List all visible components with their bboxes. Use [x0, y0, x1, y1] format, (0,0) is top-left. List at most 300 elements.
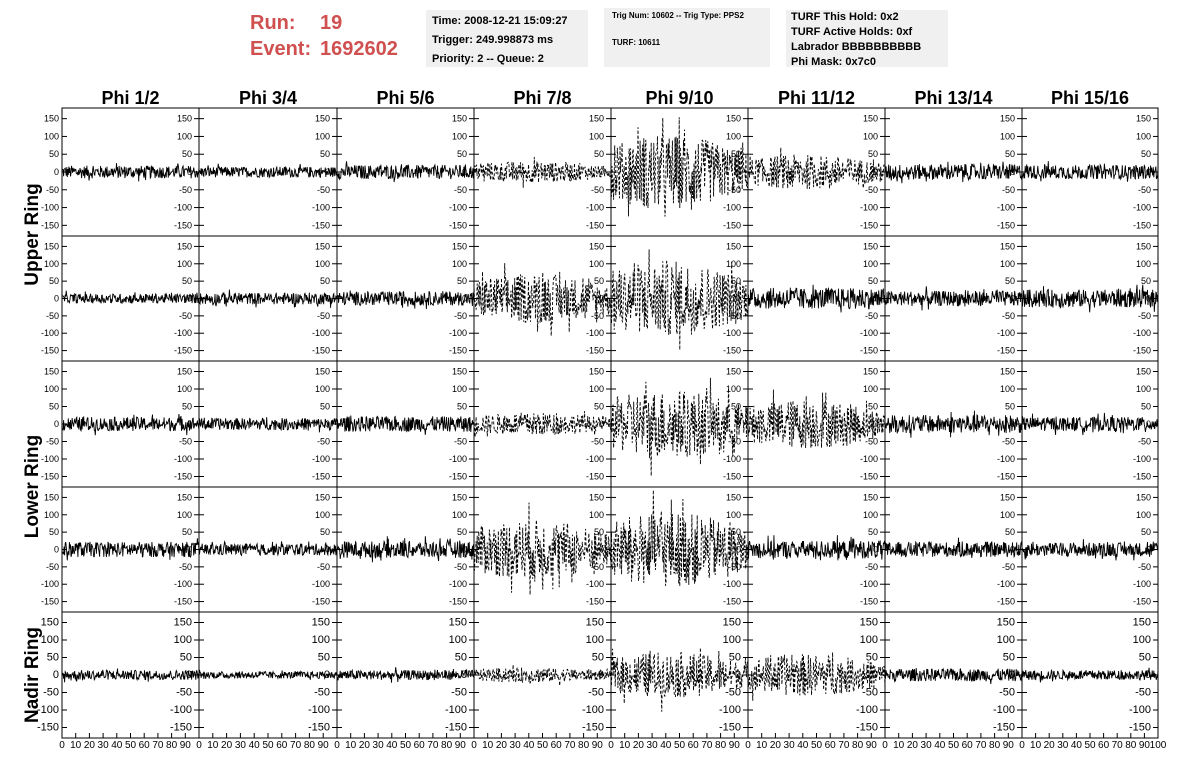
y-tick-label: 100 — [43, 258, 59, 269]
y-tick-label: 150 — [40, 616, 59, 629]
y-tick-label: 0 — [1145, 544, 1151, 555]
waveform-trace — [474, 665, 611, 686]
waveform-trace — [748, 148, 885, 190]
y-tick-label: 100 — [314, 509, 330, 520]
y-tick-label: 0 — [735, 544, 741, 555]
y-tick-label: -150 — [722, 345, 741, 356]
y-tick-label: 150 — [996, 616, 1015, 629]
y-tick-label: 50 — [1140, 276, 1151, 287]
y-tick-label: 50 — [181, 401, 192, 412]
phi-mask-line: Phi Mask: 0x7c0 — [791, 56, 876, 68]
y-tick-label: -50 — [1137, 436, 1151, 447]
y-tick-label: 0 — [734, 669, 741, 681]
x-tick-label: 0 — [59, 740, 65, 751]
x-tick-label: 30 — [97, 740, 109, 751]
x-tick-label: 40 — [1070, 740, 1082, 751]
column-header: Phi 1/2 — [101, 88, 160, 108]
y-tick-label: 50 — [867, 149, 878, 160]
y-tick-label: 50 — [1140, 149, 1151, 160]
x-tick-label: 0 — [196, 740, 202, 751]
plot-frame — [611, 487, 748, 612]
x-tick-label: 20 — [906, 740, 918, 751]
y-tick-label: -100 — [173, 202, 192, 213]
y-tick-label: 50 — [454, 651, 467, 664]
x-tick-label: 60 — [1098, 740, 1110, 751]
y-tick-label: -50 — [45, 184, 59, 195]
y-tick-label: 50 — [181, 149, 192, 160]
y-tick-label: -100 — [1132, 454, 1151, 464]
y-tick-label: 100 — [588, 131, 604, 142]
y-tick-label: 100 — [585, 634, 604, 646]
x-tick-label: 90 — [179, 740, 191, 751]
y-tick-label: -150 — [40, 345, 59, 356]
y-tick-label: 0 — [872, 293, 878, 304]
y-tick-label: 50 — [1004, 149, 1015, 160]
x-tick-label: 90 — [591, 740, 603, 751]
y-tick-label: 100 — [862, 509, 878, 520]
y-tick-label: 150 — [451, 113, 467, 124]
x-tick-label: 70 — [975, 740, 987, 751]
waveform-trace — [62, 163, 199, 181]
y-tick-label: -100 — [585, 328, 604, 339]
x-tick-label: 30 — [234, 740, 246, 751]
y-tick-label: 100 — [1135, 384, 1151, 394]
y-tick-label: 0 — [461, 293, 467, 304]
y-tick-label: -150 — [40, 471, 59, 482]
y-tick-label: -50 — [453, 184, 467, 195]
y-tick-label: 50 — [1138, 651, 1151, 664]
y-tick-label: -50 — [1137, 561, 1151, 572]
y-tick-label: -100 — [1132, 328, 1151, 339]
y-tick-label: 50 — [317, 651, 330, 664]
y-tick-label: 100 — [862, 131, 878, 142]
y-tick-label: 0 — [324, 544, 330, 555]
y-tick-label: 50 — [867, 527, 878, 538]
row-group-label: Upper Ring — [22, 183, 43, 286]
y-tick-label: -50 — [590, 310, 604, 321]
y-tick-label: 50 — [181, 276, 192, 287]
y-tick-label: -50 — [862, 686, 878, 699]
y-tick-label: 100 — [999, 509, 1015, 520]
y-tick-label: 150 — [585, 616, 604, 629]
event-label: Event: — [250, 38, 312, 60]
y-tick-label: -50 — [864, 310, 878, 321]
row-group-label: Lower Ring — [22, 434, 43, 539]
y-tick-label: -100 — [448, 328, 467, 339]
waveform-trace — [337, 161, 474, 182]
waveform-trace — [1022, 161, 1158, 182]
x-tick-label: 30 — [920, 740, 932, 751]
y-tick-label: -150 — [169, 721, 192, 734]
labrador-line: Labrador BBBBBBBBBB — [791, 41, 922, 53]
y-tick-label: 0 — [598, 293, 604, 304]
y-tick-label: 0 — [1145, 293, 1151, 304]
x-tick-label: 90 — [865, 740, 877, 751]
y-tick-label: 150 — [173, 616, 192, 629]
y-tick-label: -100 — [36, 704, 59, 716]
y-tick-label: -150 — [1128, 721, 1151, 734]
y-tick-label: 0 — [735, 167, 741, 177]
y-tick-label: -150 — [585, 220, 604, 231]
y-tick-label: -50 — [178, 561, 192, 572]
y-tick-label: 100 — [451, 258, 467, 269]
y-tick-label: 50 — [48, 276, 59, 287]
waveform-trace — [62, 669, 199, 683]
x-tick-label: 0 — [471, 740, 477, 751]
y-tick-label: 150 — [43, 113, 59, 124]
y-tick-label: 150 — [1132, 616, 1151, 629]
plot-frame — [474, 236, 611, 361]
y-tick-label: 100 — [999, 131, 1015, 142]
y-tick-label: -100 — [1132, 579, 1151, 590]
column-header: Phi 5/6 — [376, 88, 435, 108]
y-tick-label: -100 — [40, 454, 59, 464]
y-tick-label: -50 — [590, 184, 604, 195]
y-tick-label: 0 — [1009, 167, 1015, 177]
x-tick-label: 80 — [441, 740, 453, 751]
y-tick-label: -50 — [178, 310, 192, 321]
x-tick-label: 90 — [454, 740, 466, 751]
y-tick-label: 0 — [186, 544, 192, 555]
waveform-trace — [474, 411, 611, 437]
column-header: Phi 13/14 — [914, 88, 993, 108]
y-tick-label: 50 — [1140, 401, 1151, 412]
x-tick-label: 40 — [248, 740, 260, 751]
y-tick-label: -100 — [311, 202, 330, 213]
x-tick-label: 10 — [619, 740, 631, 751]
active-holds-line: TURF Active Holds: 0xf — [791, 26, 913, 38]
y-tick-label: 100 — [862, 258, 878, 269]
waveform-trace — [199, 290, 337, 308]
y-tick-label: -50 — [864, 184, 878, 195]
y-tick-label: 0 — [1009, 419, 1015, 429]
y-tick-label: -150 — [996, 471, 1015, 482]
y-tick-label: 100 — [40, 634, 59, 646]
y-tick-label: 150 — [999, 241, 1015, 252]
y-tick-label: -100 — [722, 454, 741, 464]
x-tick-label: 80 — [989, 740, 1001, 751]
y-tick-label: 0 — [461, 167, 467, 177]
x-tick-label: 60 — [276, 740, 288, 751]
x-tick-label: 80 — [578, 740, 590, 751]
y-tick-label: 0 — [598, 419, 604, 429]
x-tick-label: 30 — [646, 740, 658, 751]
y-tick-label: 0 — [735, 293, 741, 304]
y-tick-label: -150 — [859, 596, 878, 607]
event-value: 1692602 — [320, 38, 398, 60]
y-tick-label: -50 — [45, 561, 59, 572]
x-tick-label: 90 — [1138, 740, 1150, 751]
y-tick-label: -50 — [314, 686, 330, 699]
y-tick-label: 100 — [176, 131, 192, 142]
y-tick-label: -50 — [178, 184, 192, 195]
x-tick-label: 50 — [673, 740, 686, 751]
run-value: 19 — [320, 12, 343, 34]
y-tick-label: -150 — [448, 345, 467, 356]
x-tick-label: 80 — [1125, 740, 1137, 751]
y-tick-label: -150 — [311, 345, 330, 356]
y-tick-label: -150 — [718, 721, 741, 734]
x-tick-label: 20 — [221, 740, 233, 751]
y-tick-label: -150 — [722, 471, 741, 482]
y-tick-label: 100 — [722, 634, 741, 646]
y-tick-label: -100 — [448, 202, 467, 213]
y-tick-label: 0 — [872, 544, 878, 555]
waveform-trace — [1022, 285, 1158, 313]
y-tick-label: -150 — [448, 471, 467, 482]
x-tick-label: 40 — [660, 740, 672, 751]
y-tick-label: -50 — [453, 561, 467, 572]
y-tick-label: -150 — [992, 721, 1015, 734]
y-tick-label: 0 — [185, 669, 192, 681]
y-tick-label: 100 — [999, 258, 1015, 269]
y-tick-label: 100 — [43, 509, 59, 520]
y-tick-label: 50 — [48, 527, 59, 538]
y-tick-label: 50 — [456, 401, 467, 412]
y-tick-label: 150 — [859, 616, 878, 629]
waveform-trace — [885, 411, 1022, 438]
waveform-trace — [474, 157, 611, 188]
y-tick-label: 50 — [319, 401, 330, 412]
y-tick-label: -100 — [859, 202, 878, 213]
y-tick-label: 100 — [859, 634, 878, 646]
y-tick-label: 150 — [43, 366, 59, 377]
y-tick-label: -50 — [316, 310, 330, 321]
y-tick-label: -100 — [722, 579, 741, 590]
y-tick-label: -50 — [451, 686, 467, 699]
y-tick-label: 150 — [448, 616, 467, 629]
x-tick-label: 10 — [345, 740, 357, 751]
y-tick-label: 0 — [324, 293, 330, 304]
y-tick-label: 100 — [451, 384, 467, 394]
y-tick-label: 100 — [1135, 131, 1151, 142]
y-tick-label: 150 — [176, 492, 192, 503]
waveform-trace — [1022, 413, 1158, 435]
x-tick-label: 10 — [893, 740, 905, 751]
x-tick-label: 100 — [1149, 740, 1167, 751]
y-tick-label: -150 — [1132, 596, 1151, 607]
y-tick-label: 50 — [456, 149, 467, 160]
y-tick-label: 50 — [48, 401, 59, 412]
y-tick-label: 50 — [456, 527, 467, 538]
y-tick-label: 150 — [725, 492, 741, 503]
y-tick-label: -50 — [43, 686, 59, 699]
y-tick-label: 100 — [1132, 634, 1151, 646]
y-tick-label: -100 — [173, 454, 192, 464]
y-tick-label: 0 — [186, 167, 192, 177]
y-tick-label: -100 — [585, 454, 604, 464]
y-tick-label: 150 — [862, 366, 878, 377]
y-tick-label: 100 — [725, 131, 741, 142]
y-tick-label: -50 — [453, 310, 467, 321]
y-tick-label: -150 — [173, 596, 192, 607]
y-tick-label: 0 — [1008, 669, 1015, 681]
x-tick-label: 70 — [701, 740, 713, 751]
y-tick-label: -150 — [585, 345, 604, 356]
y-tick-label: 150 — [725, 113, 741, 124]
y-tick-label: 50 — [319, 149, 330, 160]
x-tick-label: 30 — [783, 740, 795, 751]
x-tick-label: 80 — [715, 740, 727, 751]
x-tick-label: 80 — [303, 740, 315, 751]
y-tick-label: -50 — [864, 561, 878, 572]
y-tick-label: -100 — [173, 328, 192, 339]
y-tick-label: 0 — [460, 669, 467, 681]
y-tick-label: -100 — [311, 328, 330, 339]
row-group-label: Nadir Ring — [22, 626, 43, 724]
y-tick-label: -100 — [585, 579, 604, 590]
y-tick-label: 0 — [1009, 293, 1015, 304]
y-tick-label: -150 — [311, 596, 330, 607]
x-tick-label: 40 — [934, 740, 946, 751]
x-tick-label: 50 — [399, 740, 412, 751]
y-tick-label: -50 — [590, 561, 604, 572]
y-tick-label: -100 — [996, 202, 1015, 213]
waveform-trace — [1022, 539, 1158, 560]
time-line: Time: 2008-12-21 15:09:27 — [432, 15, 568, 27]
x-tick-label: 70 — [290, 740, 302, 751]
y-tick-label: 0 — [53, 544, 59, 555]
x-tick-label: 70 — [564, 740, 576, 751]
y-tick-label: -50 — [45, 310, 59, 321]
x-tick-label: 40 — [111, 740, 123, 751]
x-tick-label: 60 — [138, 740, 150, 751]
y-tick-label: 150 — [862, 241, 878, 252]
y-tick-label: 100 — [996, 634, 1015, 646]
y-tick-label: -50 — [727, 184, 741, 195]
waveform-trace — [199, 670, 337, 680]
y-tick-label: 50 — [179, 651, 192, 664]
y-tick-label: -100 — [448, 454, 467, 464]
y-tick-label: 0 — [461, 419, 467, 429]
x-tick-label: 20 — [83, 740, 95, 751]
x-tick-label: 10 — [1030, 740, 1042, 751]
y-tick-label: 150 — [43, 241, 59, 252]
y-tick-label: -150 — [1132, 471, 1151, 482]
x-tick-label: 80 — [166, 740, 178, 751]
x-tick-label: 10 — [207, 740, 219, 751]
waveform-trace — [337, 290, 474, 309]
y-tick-label: -150 — [311, 220, 330, 231]
waveform-trace — [337, 536, 474, 562]
y-tick-label: 50 — [730, 276, 741, 287]
y-tick-label: 100 — [1135, 509, 1151, 520]
waveform-trace — [748, 535, 885, 560]
x-tick-label: 60 — [413, 740, 425, 751]
x-tick-label: 0 — [882, 740, 888, 751]
y-tick-label: 0 — [186, 419, 192, 429]
y-tick-label: 150 — [451, 366, 467, 377]
y-tick-label: 150 — [1135, 492, 1151, 503]
waveform-trace — [199, 417, 337, 432]
y-tick-label: 0 — [53, 419, 59, 429]
y-tick-label: 50 — [730, 149, 741, 160]
trig-line: Trig Num: 10602 -- Trig Type: PPS2 — [612, 11, 744, 20]
y-tick-label: -100 — [722, 328, 741, 339]
y-tick-label: -150 — [585, 596, 604, 607]
y-tick-label: 100 — [862, 384, 878, 394]
x-tick-label: 40 — [386, 740, 398, 751]
waveform-trace — [337, 416, 474, 435]
y-tick-label: 150 — [451, 241, 467, 252]
x-tick-label: 10 — [482, 740, 494, 751]
y-tick-label: 100 — [448, 634, 467, 646]
x-tick-label: 20 — [769, 740, 781, 751]
y-tick-label: -100 — [307, 704, 330, 716]
y-tick-label: 50 — [593, 149, 604, 160]
column-header: Phi 15/16 — [1050, 88, 1130, 108]
y-tick-label: -100 — [855, 704, 878, 716]
y-tick-label: -100 — [40, 202, 59, 213]
priority-line: Priority: 2 -- Queue: 2 — [432, 53, 544, 65]
y-tick-label: -100 — [859, 579, 878, 590]
y-tick-label: 100 — [588, 258, 604, 269]
y-tick-label: 100 — [588, 384, 604, 394]
waveform-trace — [1022, 668, 1158, 683]
y-tick-label: 0 — [871, 669, 878, 681]
x-tick-label: 60 — [824, 740, 836, 751]
y-tick-label: 100 — [314, 258, 330, 269]
y-tick-label: -150 — [1132, 345, 1151, 356]
y-tick-label: -100 — [448, 579, 467, 590]
x-tick-label: 30 — [1057, 740, 1069, 751]
y-tick-label: -150 — [855, 721, 878, 734]
y-tick-label: 100 — [451, 509, 467, 520]
y-tick-label: -50 — [590, 436, 604, 447]
y-tick-label: 0 — [598, 544, 604, 555]
y-tick-label: -50 — [1001, 561, 1015, 572]
y-tick-label: -100 — [581, 704, 604, 716]
column-header: Phi 11/12 — [777, 88, 856, 108]
y-tick-label: 150 — [314, 241, 330, 252]
turf-line: TURF: 10611 — [612, 38, 661, 47]
y-tick-label: -50 — [999, 686, 1015, 699]
y-tick-label: 50 — [867, 276, 878, 287]
x-tick-label: 40 — [523, 740, 535, 751]
y-tick-label: 150 — [311, 616, 330, 629]
y-tick-label: -50 — [864, 436, 878, 447]
hold-line: TURF This Hold: 0x2 — [791, 11, 899, 23]
y-tick-label: 50 — [865, 651, 878, 664]
x-tick-label: 40 — [797, 740, 809, 751]
y-tick-label: 150 — [1135, 113, 1151, 124]
y-tick-label: 150 — [588, 113, 604, 124]
x-tick-label: 50 — [536, 740, 549, 751]
y-tick-label: 0 — [1145, 419, 1151, 429]
y-tick-label: -150 — [1132, 220, 1151, 231]
y-tick-label: 100 — [311, 634, 330, 646]
y-tick-label: -150 — [173, 220, 192, 231]
y-tick-label: -100 — [169, 704, 192, 716]
y-tick-label: 150 — [725, 366, 741, 377]
y-tick-label: -100 — [40, 328, 59, 339]
x-tick-label: 50 — [947, 740, 960, 751]
y-tick-label: 150 — [862, 113, 878, 124]
y-tick-label: 0 — [53, 167, 59, 177]
waveform-trace — [885, 668, 1022, 684]
y-tick-label: 50 — [593, 276, 604, 287]
y-tick-label: -100 — [444, 704, 467, 716]
waveform-trace — [199, 541, 337, 555]
y-tick-label: 150 — [588, 492, 604, 503]
y-tick-label: 150 — [999, 492, 1015, 503]
y-tick-label: 150 — [1135, 366, 1151, 377]
y-tick-label: -150 — [40, 596, 59, 607]
y-tick-label: -100 — [1132, 202, 1151, 213]
waveform-trace — [611, 648, 748, 712]
x-tick-label: 0 — [334, 740, 340, 751]
y-tick-label: -150 — [722, 596, 741, 607]
